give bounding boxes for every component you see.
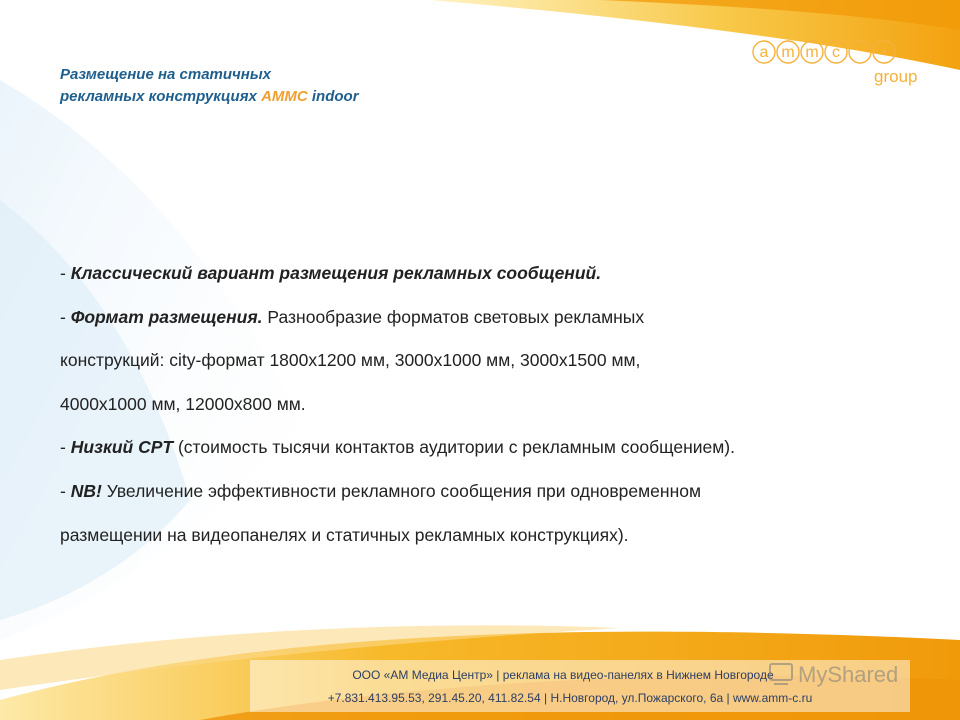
bullet-2-text-1: Разнообразие форматов световых рекламных <box>267 306 645 327</box>
bullet-item-2 <box>60 296 930 340</box>
bullet-item-1 <box>60 252 930 296</box>
footer-line-2: +7.831.413.95.53, 291.45.20, 411.82.54 | Н.Новгород, ул.Пожарского, 6а | www.amm-c.ru <box>327 691 813 705</box>
bullet-dash: - <box>60 437 66 458</box>
title-line-1: Размещение на статичных <box>60 66 272 83</box>
logo-dot: • <box>881 44 887 61</box>
bullet-1-bold: Классический вариант размещения рекламных сообщений. <box>70 263 602 283</box>
logo-letter-m2: m <box>805 44 819 61</box>
bullet-4-bold: NB! <box>70 480 102 501</box>
bullet-item-4 <box>60 470 930 514</box>
bullet-2-bold: Формат размещения. <box>70 306 263 327</box>
bullet-dash: - <box>60 480 66 501</box>
logo-letter-c: c <box>832 44 840 61</box>
bullet-4-line-2: размещении на видеопанелях и статичных рекламных конструкциях). <box>60 524 629 545</box>
logo-subtitle: group <box>874 67 918 86</box>
watermark-text: MyShared <box>798 662 899 687</box>
footer-line-1: ООО «АМ Медиа Центр» | реклама на видео-панелях в Нижнем Новгороде <box>352 668 774 682</box>
slide-title <box>60 64 359 108</box>
bullet-2-line-2: конструкций: city-формат 1800х1200 мм, 3000х1000 мм, 3000х1500 мм, <box>60 350 641 371</box>
bullet-3-text: (стоимость тысячи контактов аудитории с рекламным сообщением). <box>177 437 735 458</box>
bullet-dash: - <box>60 306 66 327</box>
title-suffix: indoor <box>311 88 359 105</box>
ammc-group-logo <box>752 36 927 88</box>
bullet-dash: - <box>60 263 66 283</box>
title-line-2 <box>60 86 359 108</box>
bullet-item-3 <box>60 426 930 470</box>
bullet-2-line-3: 4000х1000 мм, 12000х800 мм. <box>60 393 306 414</box>
slide-content <box>60 252 930 557</box>
title-line-2-text: рекламных конструкциях <box>60 88 257 105</box>
myshared-watermark <box>768 656 928 692</box>
bullet-3-bold: Низкий CPT <box>70 437 174 458</box>
bullet-4-text-1: Увеличение эффективности рекламного сообщения при одновременном <box>106 480 701 501</box>
title-brand: AMMC <box>261 88 308 105</box>
logo-letter-a: a <box>759 44 769 61</box>
logo-letter-m1: m <box>781 44 795 61</box>
